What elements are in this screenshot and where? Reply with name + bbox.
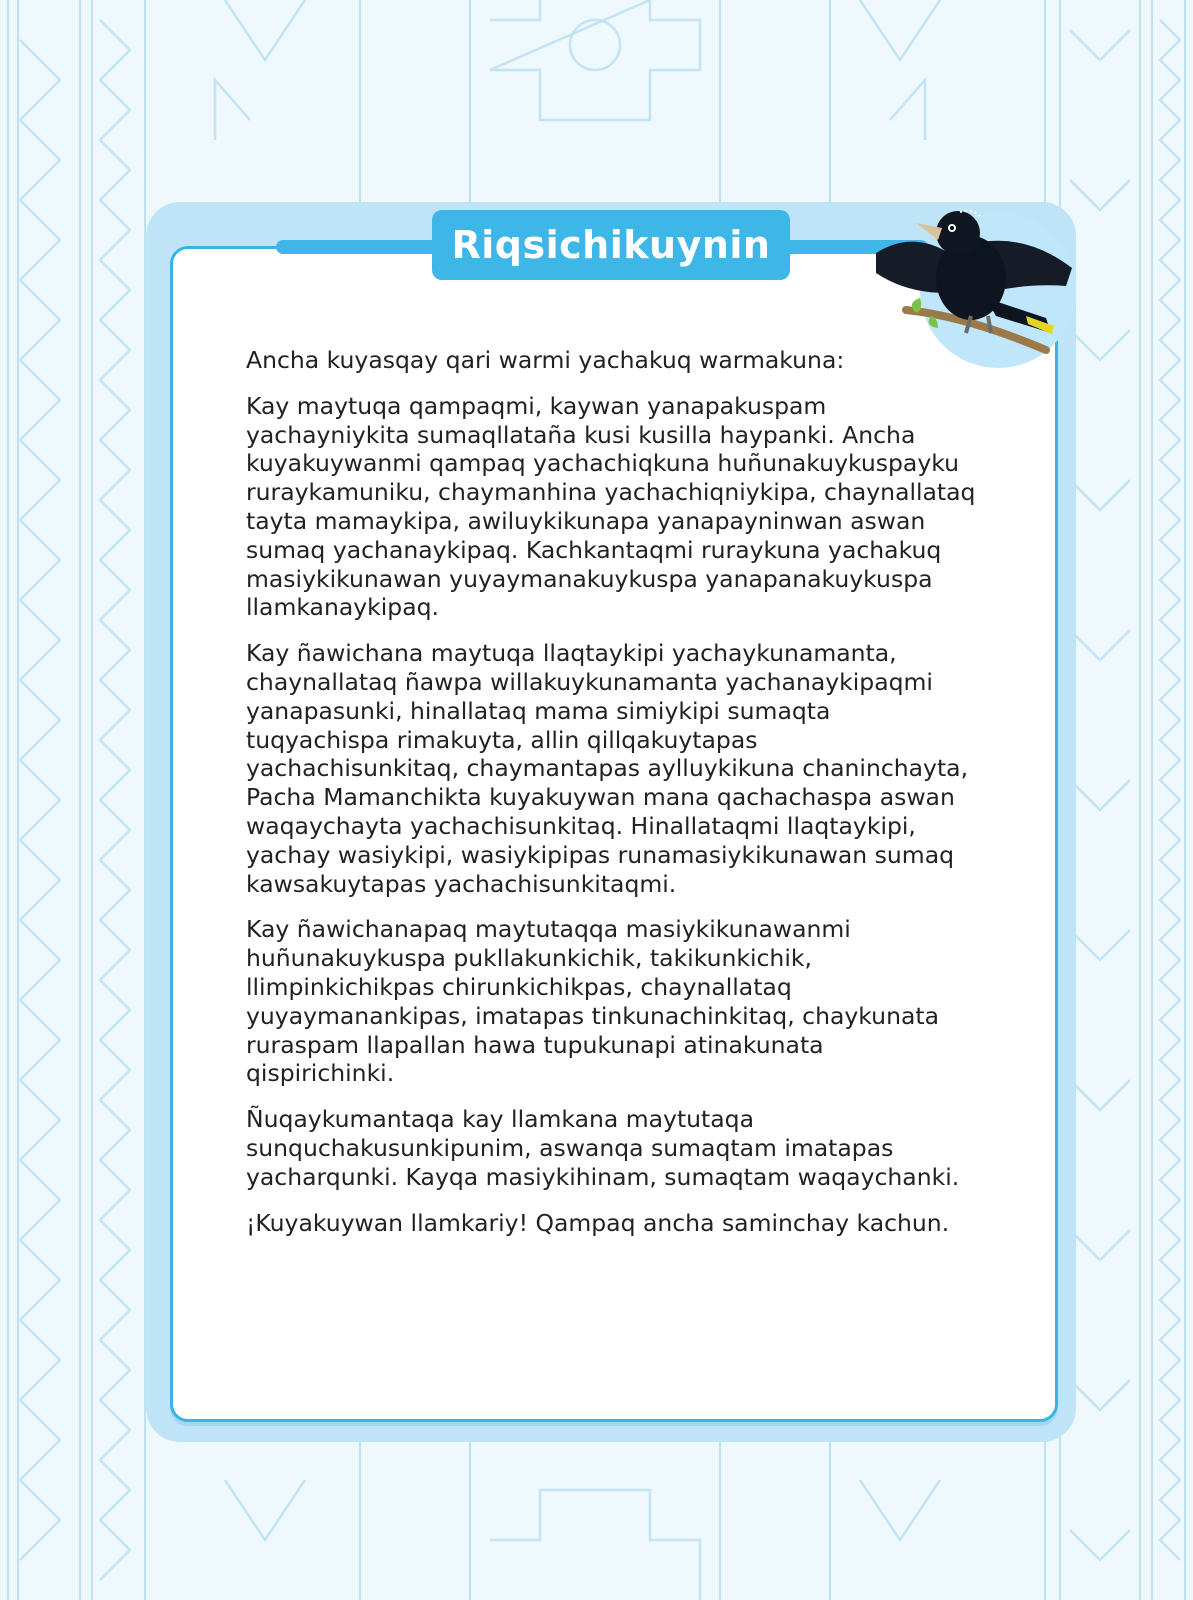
greeting-paragraph: Ancha kuyasqay qari warmi yachakuq warmakuna:: [246, 346, 845, 374]
body-paragraph: Ñuqaykumantaqa kay llamkana maytutaqa sunquchakusunkipunim, aswanqa sumaqtam imatapas yacharqunki. Kayqa masiykihinam, sumaqtam waqaychanki.: [246, 1105, 960, 1191]
title-tab: [432, 210, 790, 280]
body-paragraph: Kay maytuqa qampaqmi, kaywan yanapakuspam yachayniykita sumaqllataña kusi kusilla haypanki. Ancha kuyakuywanmi qampaq yachachiqkuna huñunakuykuspayku ruraykamuniku, chaymanhina yachachiqniykipa, chaynallataq tayta mamaykipa, awiluykikunapa yanapayninwan aswan sumaq yachanaykipaq. Kachkantaqmi ruraykuna yachakuq masiykikunawan yuyaymanakuykuspa yanapanakuykuspa llamkanaykipaq.: [246, 391, 976, 622]
intro-text: [246, 346, 976, 1254]
body-paragraph: Kay ñawichanapaq maytutaqqa masiykikunawanmi huñunakuykuspa pukllakunkichik, takikunkichik, llimpinkichikpas chirunkichikpas, chaynallataq yuyaymanankipas, imatapas tinkunachinkitaq, chaykunata ruraspam llapallan hawa tupukunapi atinakunata qispirichinki.: [246, 915, 939, 1088]
body-paragraph: Kay ñawichana maytuqa llaqtaykipi yachaykunamanta, chaynallataq ñawpa willakuykunamanta yachanaykipaqmi yanapasunki, hinallataq mama simiykipi sumaqta tuqyachispa rimakuyta, allin qillqakuytapas yachachisunkitaq, chaymantapas aylluykikuna chaninchayta, Pacha Mamanchikta kuyakuywan mana qachachaspa aswan waqaychayta yachachisunkitaq. Hinallataqmi llaqtaykipi, yachay wasiykipi, wasiykipipas runamasiykikunawan sumaq kawsakuytapas yachachisunkitaqmi.: [246, 639, 969, 898]
black-bird-illustration: [876, 198, 1096, 368]
page-title: Riqsichikuynin: [451, 223, 771, 267]
closing-paragraph: ¡Kuyakuywan llamkariy! Qampaq ancha saminchay kachun.: [246, 1208, 950, 1237]
